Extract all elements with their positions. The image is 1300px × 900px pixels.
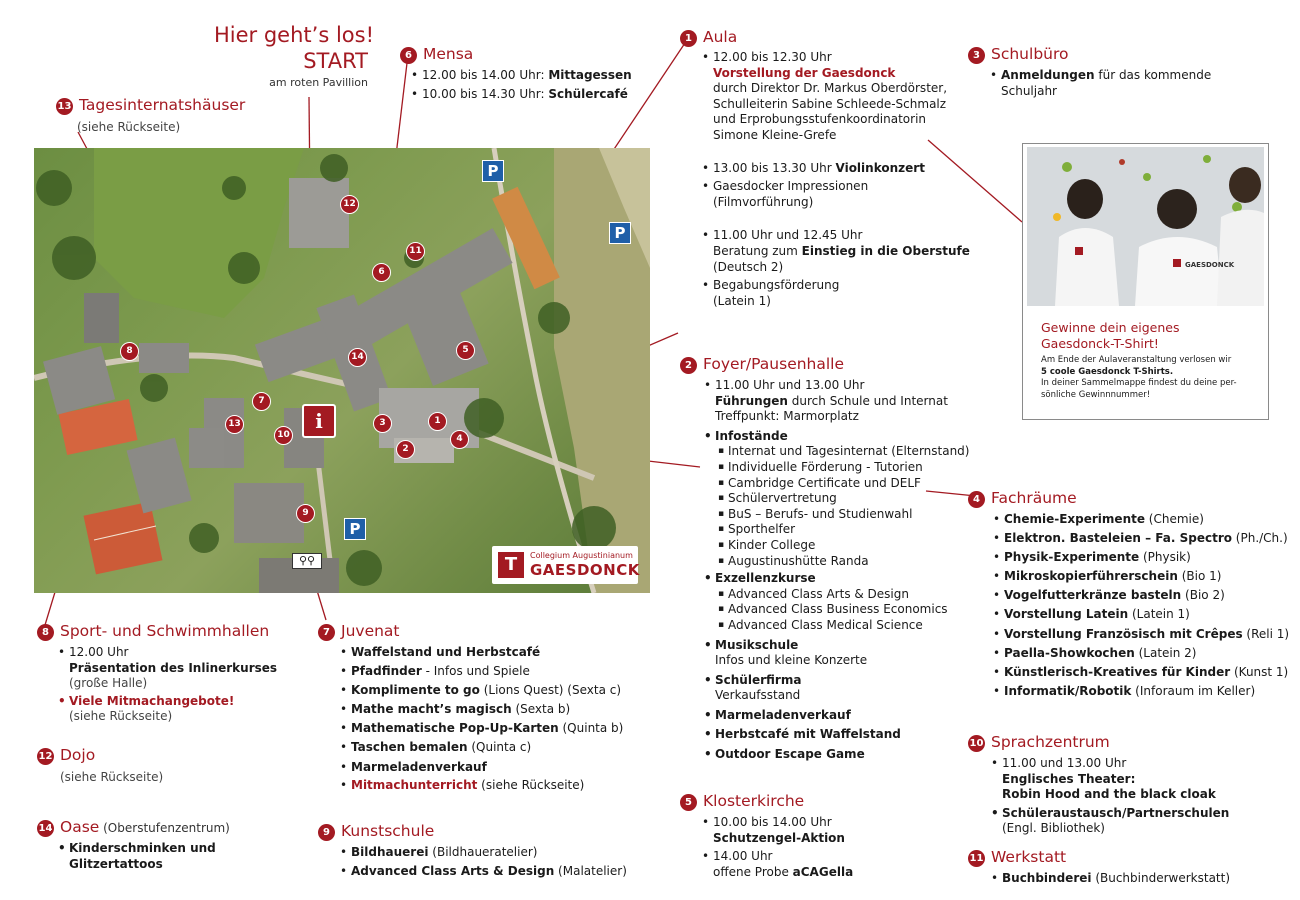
promo-text: Gewinne dein eigenes Gaesdonck-T-Shirt! Am Ende der Aulaveranstaltung verlosen wir 5 coole Gaesdonck T-Shirts. In deiner Sammelmappe findest du deine per- sönliche Gewinnnummer! xyxy=(1041,320,1237,400)
section-title: Mensa xyxy=(423,45,474,63)
map-pin-13[interactable]: 13 xyxy=(225,415,244,434)
list-item: • 12.00 bis 14.00 Uhr: Mittagessen xyxy=(422,68,632,84)
list-item: • Marmeladenverkauf xyxy=(351,760,623,776)
bicycle-icon: ⚲⚲ xyxy=(292,553,322,569)
list-item: • Mitmachunterricht (siehe Rückseite) xyxy=(351,778,623,794)
list-item: • 11.00 Uhr und 13.00 Uhr xyxy=(715,378,969,394)
section-title: Kunstschule xyxy=(341,822,435,840)
list-item: • 10.00 bis 14.30 Uhr: Schülercafé xyxy=(422,87,632,103)
section-5: 5 Klosterkirche • 10.00 bis 14.00 Uhr Schutzengel-Aktion • 14.00 Uhr offene Probe aCAGella xyxy=(680,792,853,880)
list-item: • Taschen bemalen (Quinta c) xyxy=(351,740,623,756)
list-item: ▪ Cambridge Certificate und DELF xyxy=(728,476,969,492)
num-badge: 13 xyxy=(56,98,73,115)
section-title: Sprachzentrum xyxy=(991,733,1110,751)
map-pin-7[interactable]: 7 xyxy=(252,392,271,411)
list-item: • Begabungsförderung xyxy=(713,278,970,294)
list-item: ▪ Internat und Tagesinternat (Elternstand) xyxy=(728,444,969,460)
list-item: • Pfadfinder - Infos und Spiele xyxy=(351,664,623,680)
section-title: Juvenat xyxy=(341,622,400,640)
section-14: 14 Oase (Oberstufenzentrum) • Kinderschminken und Glitzertattoos xyxy=(37,818,230,872)
shirt-text: GAESDONCK xyxy=(1185,261,1235,269)
list-item: • Infostände xyxy=(715,429,969,445)
list-item: • Herbstcafé mit Waffelstand xyxy=(715,727,969,743)
list-item: • Mathe macht’s magisch (Sexta b) xyxy=(351,702,623,718)
num-badge: 11 xyxy=(968,850,985,867)
fachraeume-list xyxy=(1004,512,1289,699)
section-title: Oase xyxy=(60,818,100,836)
section-1: 1 Aula • 12.00 bis 12.30 Uhr Vorstellung der Gaesdonck durch Direktor Dr. Markus Oberdörster, Schulleiterin Sabine Schleede-Schmalz und Erprobungsstufenkoordinatorin Simone Kleine-Grefe • 13.00 bis 13.30 Uhr Violinkonzert • Gaesdocker Impressionen (Filmvorführung) • 11.00 Uhr und 12.45 Uhr Beratung zum Einstieg in die Oberstufe (Deutsch 2) • Begabungsförderung (Latein 1) xyxy=(680,28,970,309)
promo-title: Gewinne dein eigenes xyxy=(1041,320,1180,335)
section-title: Schulbüro xyxy=(991,45,1069,63)
list-item: • Chemie-Experimente (Chemie) xyxy=(1004,512,1289,528)
section-10: 10 Sprachzentrum • 11.00 und 13.00 Uhr Englisches Theater: Robin Hood and the black cloak • Schüleraustausch/Partnerschulen (Engl. Bibliothek) xyxy=(968,733,1229,837)
info-pavilion-icon[interactable]: i xyxy=(302,404,336,438)
section-8: 8 Sport- und Schwimmhallen • 12.00 Uhr Präsentation des Inlinerkurses (große Halle) • Viele Mitmachangebote! (siehe Rückseite) xyxy=(37,622,277,725)
list-item: ▪ Individuelle Förderung - Tutorien xyxy=(728,460,969,476)
num-badge: 3 xyxy=(968,47,985,64)
list-item: • 12.00 bis 12.30 Uhr xyxy=(713,50,970,66)
list-item: • Bildhauerei (Bildhaueratelier) xyxy=(351,845,627,861)
list-item: • Anmeldungen für das kommende xyxy=(1001,68,1211,84)
logo-mark: T xyxy=(498,552,524,578)
list-item: • Informatik/Robotik (Inforaum im Keller) xyxy=(1004,684,1289,700)
info-list xyxy=(728,444,969,569)
section-title: Fachräume xyxy=(991,489,1077,507)
parking-icon: P xyxy=(344,518,366,540)
highlight-text: Vorstellung der Gaesdonck xyxy=(713,65,896,80)
list-item: • 14.00 Uhr xyxy=(713,849,853,865)
list-item: • Vorstellung Französisch mit Crêpes (Reli 1) xyxy=(1004,627,1289,643)
list-item: • Physik-Experimente (Physik) xyxy=(1004,550,1289,566)
list-item: • Exzellenzkurse xyxy=(715,571,969,587)
gaesdonck-logo: T Collegium Augustinianum GAESDONCK xyxy=(492,546,638,584)
list-item: • Mikroskopierführerschein (Bio 1) xyxy=(1004,569,1289,585)
num-badge: 5 xyxy=(680,794,697,811)
list-item: • Advanced Class Arts & Design (Malatelier) xyxy=(351,864,627,880)
map-pin-9[interactable]: 9 xyxy=(296,504,315,523)
list-item: • 10.00 bis 14.00 Uhr xyxy=(713,815,853,831)
section-title: Tagesinternatshäuser xyxy=(79,96,246,114)
list-item: • Viele Mitmachangebote! xyxy=(69,694,277,710)
list-item: • Outdoor Escape Game xyxy=(715,747,969,763)
list-item: • Schülerfirma xyxy=(715,673,969,689)
list-item: • Marmeladenverkauf xyxy=(715,708,969,724)
parking-icon: P xyxy=(482,160,504,182)
map-pin-5[interactable]: 5 xyxy=(456,341,475,360)
list-item: • Elektron. Basteleien – Fa. Spectro (Ph./Ch.) xyxy=(1004,531,1289,547)
map-pin-10[interactable]: 10 xyxy=(274,426,293,445)
list-item: • Paella-Showkochen (Latein 2) xyxy=(1004,646,1289,662)
parking-icon: P xyxy=(609,222,631,244)
juvenat-list xyxy=(351,645,623,775)
exzellenz-list xyxy=(728,587,969,634)
list-item: • Komplimente to go (Lions Quest) (Sexta c) xyxy=(351,683,623,699)
list-item: • Vogelfutterkränze basteln (Bio 2) xyxy=(1004,588,1289,604)
section-title: Foyer/Pausenhalle xyxy=(703,355,845,373)
map-pin-3[interactable]: 3 xyxy=(373,414,392,433)
num-badge: 7 xyxy=(318,624,335,641)
list-item: • Waffelstand und Herbstcafé xyxy=(351,645,623,661)
num-badge: 6 xyxy=(400,47,417,64)
map-pin-12[interactable]: 12 xyxy=(340,195,359,214)
list-item: ▪ Sporthelfer xyxy=(728,522,969,538)
photo-illustration xyxy=(1027,147,1264,306)
start-title: Hier geht’s los! xyxy=(214,23,374,47)
list-item: • 13.00 bis 13.30 Uhr Violinkonzert xyxy=(713,161,970,177)
start-label xyxy=(214,22,374,89)
list-item: ▪ Schülervertretung xyxy=(728,491,969,507)
start-note: am roten Pavillion xyxy=(269,76,368,89)
section-title: Sport- und Schwimmhallen xyxy=(60,622,270,640)
list-item: • 12.00 Uhr xyxy=(69,645,277,661)
note: (siehe Rückseite) xyxy=(60,770,164,784)
start-subtitle: START xyxy=(303,49,368,73)
list-item: ▪ Kinder College xyxy=(728,538,969,554)
list-item: ▪ BuS – Berufs- und Studienwahl xyxy=(728,507,969,523)
section-13 xyxy=(56,96,245,136)
list-item: • Buchbinderei (Buchbinderwerkstatt) xyxy=(1002,871,1230,887)
num-badge: 4 xyxy=(968,491,985,508)
map-pin-14[interactable]: 14 xyxy=(348,348,367,367)
list-item: ▪ Augustinushütte Randa xyxy=(728,554,969,570)
tshirt-promo-box xyxy=(1022,143,1269,420)
section-4 xyxy=(968,489,1289,699)
section-6 xyxy=(400,45,632,102)
num-badge: 9 xyxy=(318,824,335,841)
photo-climbing-kids xyxy=(1027,147,1264,306)
section-title: Dojo xyxy=(60,746,96,764)
aerial-view xyxy=(34,148,650,593)
list-item: ▪ Advanced Class Medical Science xyxy=(728,618,969,634)
section-11 xyxy=(968,848,1230,887)
list-item: ▪ Advanced Class Arts & Design xyxy=(728,587,969,603)
section-3: 3 Schulbüro • Anmeldungen für das kommende Schuljahr xyxy=(968,45,1211,99)
map-pin-1[interactable]: 1 xyxy=(428,412,447,431)
num-badge: 10 xyxy=(968,735,985,752)
section-7 xyxy=(318,622,623,794)
section-title: Klosterkirche xyxy=(703,792,805,810)
num-badge: 14 xyxy=(37,820,54,837)
list-item: • 11.00 und 13.00 Uhr xyxy=(1002,756,1229,772)
list-item: • Musikschule xyxy=(715,638,969,654)
list-item: • Künstlerisch-Kreatives für Kinder (Kunst 1) xyxy=(1004,665,1289,681)
num-badge: 1 xyxy=(680,30,697,47)
campus-map[interactable] xyxy=(34,148,650,593)
list-item: • Mathematische Pop-Up-Karten (Quinta b) xyxy=(351,721,623,737)
map-pin-8[interactable]: 8 xyxy=(120,342,139,361)
list-item: • Gaesdocker Impressionen xyxy=(713,179,970,195)
list-item: ▪ Advanced Class Business Economics xyxy=(728,602,969,618)
note: (siehe Rückseite) xyxy=(77,120,181,134)
map-pin-11[interactable]: 11 xyxy=(406,242,425,261)
map-pin-4[interactable]: 4 xyxy=(450,430,469,449)
list-item: • Kinderschminken und xyxy=(69,841,230,857)
map-pin-6[interactable]: 6 xyxy=(372,263,391,282)
section-2: 2 Foyer/Pausenhalle • 11.00 Uhr und 13.00 Uhr Führungen durch Schule und Internat Treffpunkt: Marmorplatz • Infostände ▪ Internat und Tagesinternat (Elternstand) ▪ Individuelle Förderung - Tutorien ▪ Cambridge Certificate und DELF ▪ Schülervertretung ▪ BuS – Berufs- und Studienwahl ▪ Sporthelfer ▪ Kinder College ▪ Augustinushütte Randa • Exzellenzkurse ▪ Advanced Class Arts & Design ▪ Advanced Class Business Economics ▪ Advanced Class Medical Science • Musikschule Infos und kleine Konzerte • Schülerfirma Verkaufsstand • Marmeladenverkauf • Herbstcafé mit Waffelstand • Outdoor Escape Game xyxy=(680,355,969,763)
num-badge: 12 xyxy=(37,748,54,765)
list-item: • Schüleraustausch/Partnerschulen xyxy=(1002,806,1229,822)
section-title: Werkstatt xyxy=(991,848,1067,866)
num-badge: 2 xyxy=(680,357,697,374)
map-pin-2[interactable]: 2 xyxy=(396,440,415,459)
list-item: • Vorstellung Latein (Latein 1) xyxy=(1004,607,1289,623)
section-9 xyxy=(318,822,627,879)
list-item: • 11.00 Uhr und 12.45 Uhr xyxy=(713,228,970,244)
section-title: Aula xyxy=(703,28,738,46)
section-12 xyxy=(37,746,163,786)
num-badge: 8 xyxy=(37,624,54,641)
